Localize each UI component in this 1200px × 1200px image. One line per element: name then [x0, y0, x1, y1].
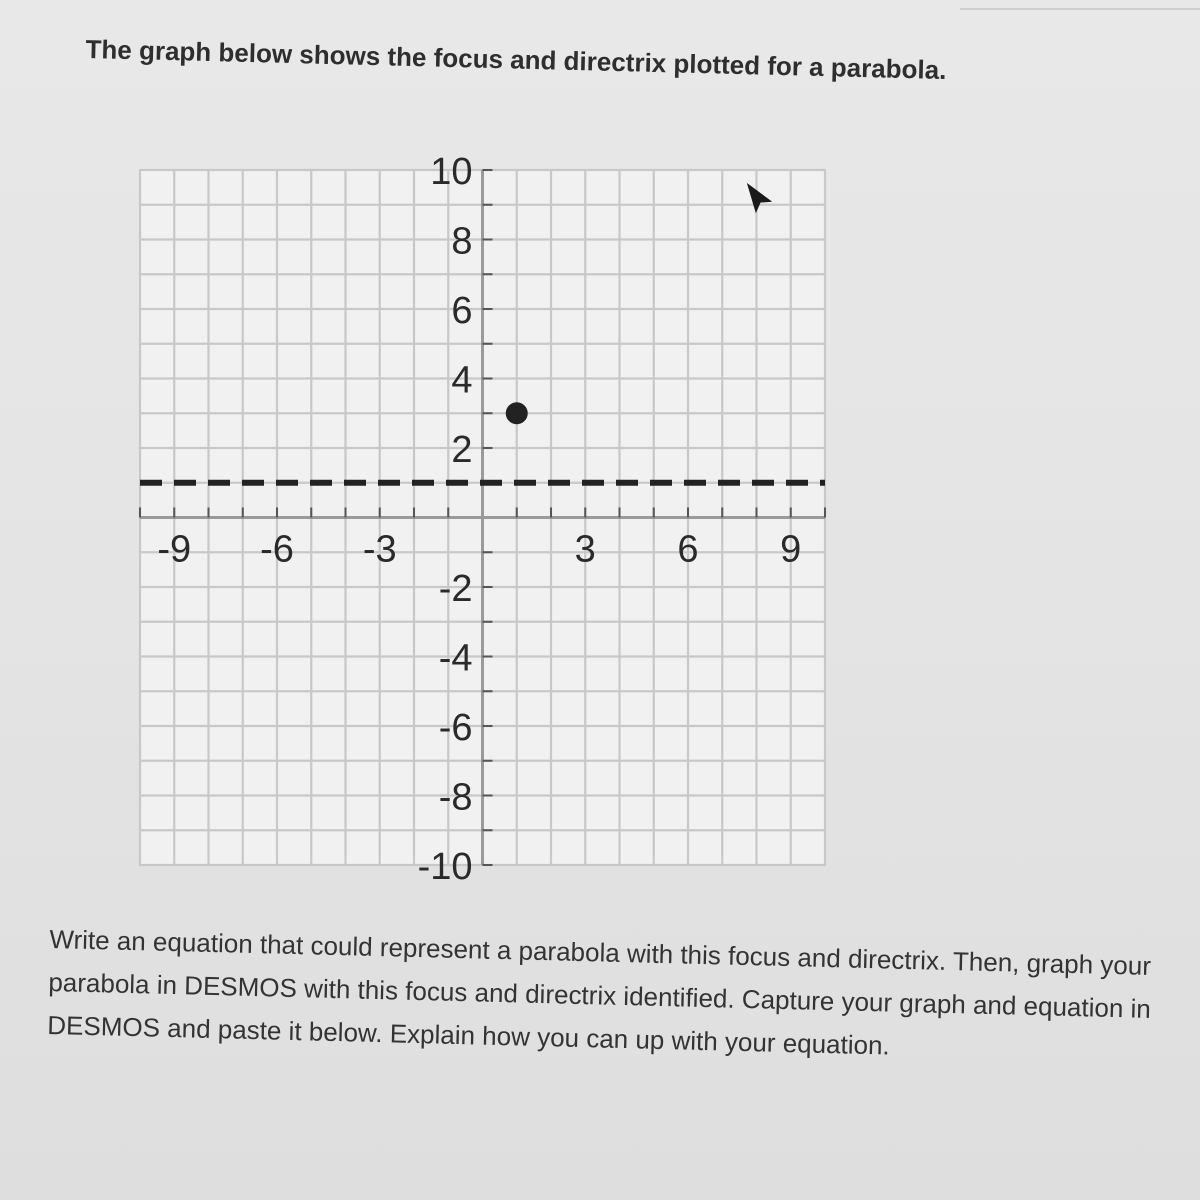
y-tick-label: -2 — [438, 568, 473, 610]
question-instructions: Write an equation that could represent a parabola with this focus and directrix. Then, graph your parabola in DESMOS with this focus and directrix identified. Capture your graph and equation in DESMOS and paste it below. Explain how you can up with your equation. — [47, 923, 1152, 1061]
x-tick-label: 6 — [677, 528, 699, 571]
window-edge — [960, 8, 1200, 10]
y-tick-label: 2 — [451, 429, 473, 471]
y-tick-label: -8 — [438, 776, 473, 819]
y-tick-label: 8 — [451, 220, 473, 263]
y-tick-label: 10 — [430, 151, 473, 193]
y-tick-label: 4 — [451, 359, 473, 402]
x-tick-label: -6 — [260, 528, 294, 571]
focus-directrix-graph — [110, 150, 850, 890]
y-tick-label: -10 — [417, 846, 473, 888]
x-tick-label: -9 — [157, 528, 192, 571]
y-tick-label: 6 — [451, 290, 473, 332]
x-tick-label: 3 — [574, 528, 596, 571]
y-tick-label: -6 — [438, 707, 473, 749]
question-prompt: The graph below shows the focus and directrix plotted for a parabola. — [85, 34, 947, 86]
x-tick-label: 9 — [780, 528, 802, 571]
x-tick-label: -3 — [362, 528, 397, 571]
mouse-cursor-icon — [742, 176, 782, 216]
focus-point — [506, 402, 528, 424]
y-tick-label: -4 — [438, 637, 473, 680]
graph-svg — [110, 150, 850, 890]
